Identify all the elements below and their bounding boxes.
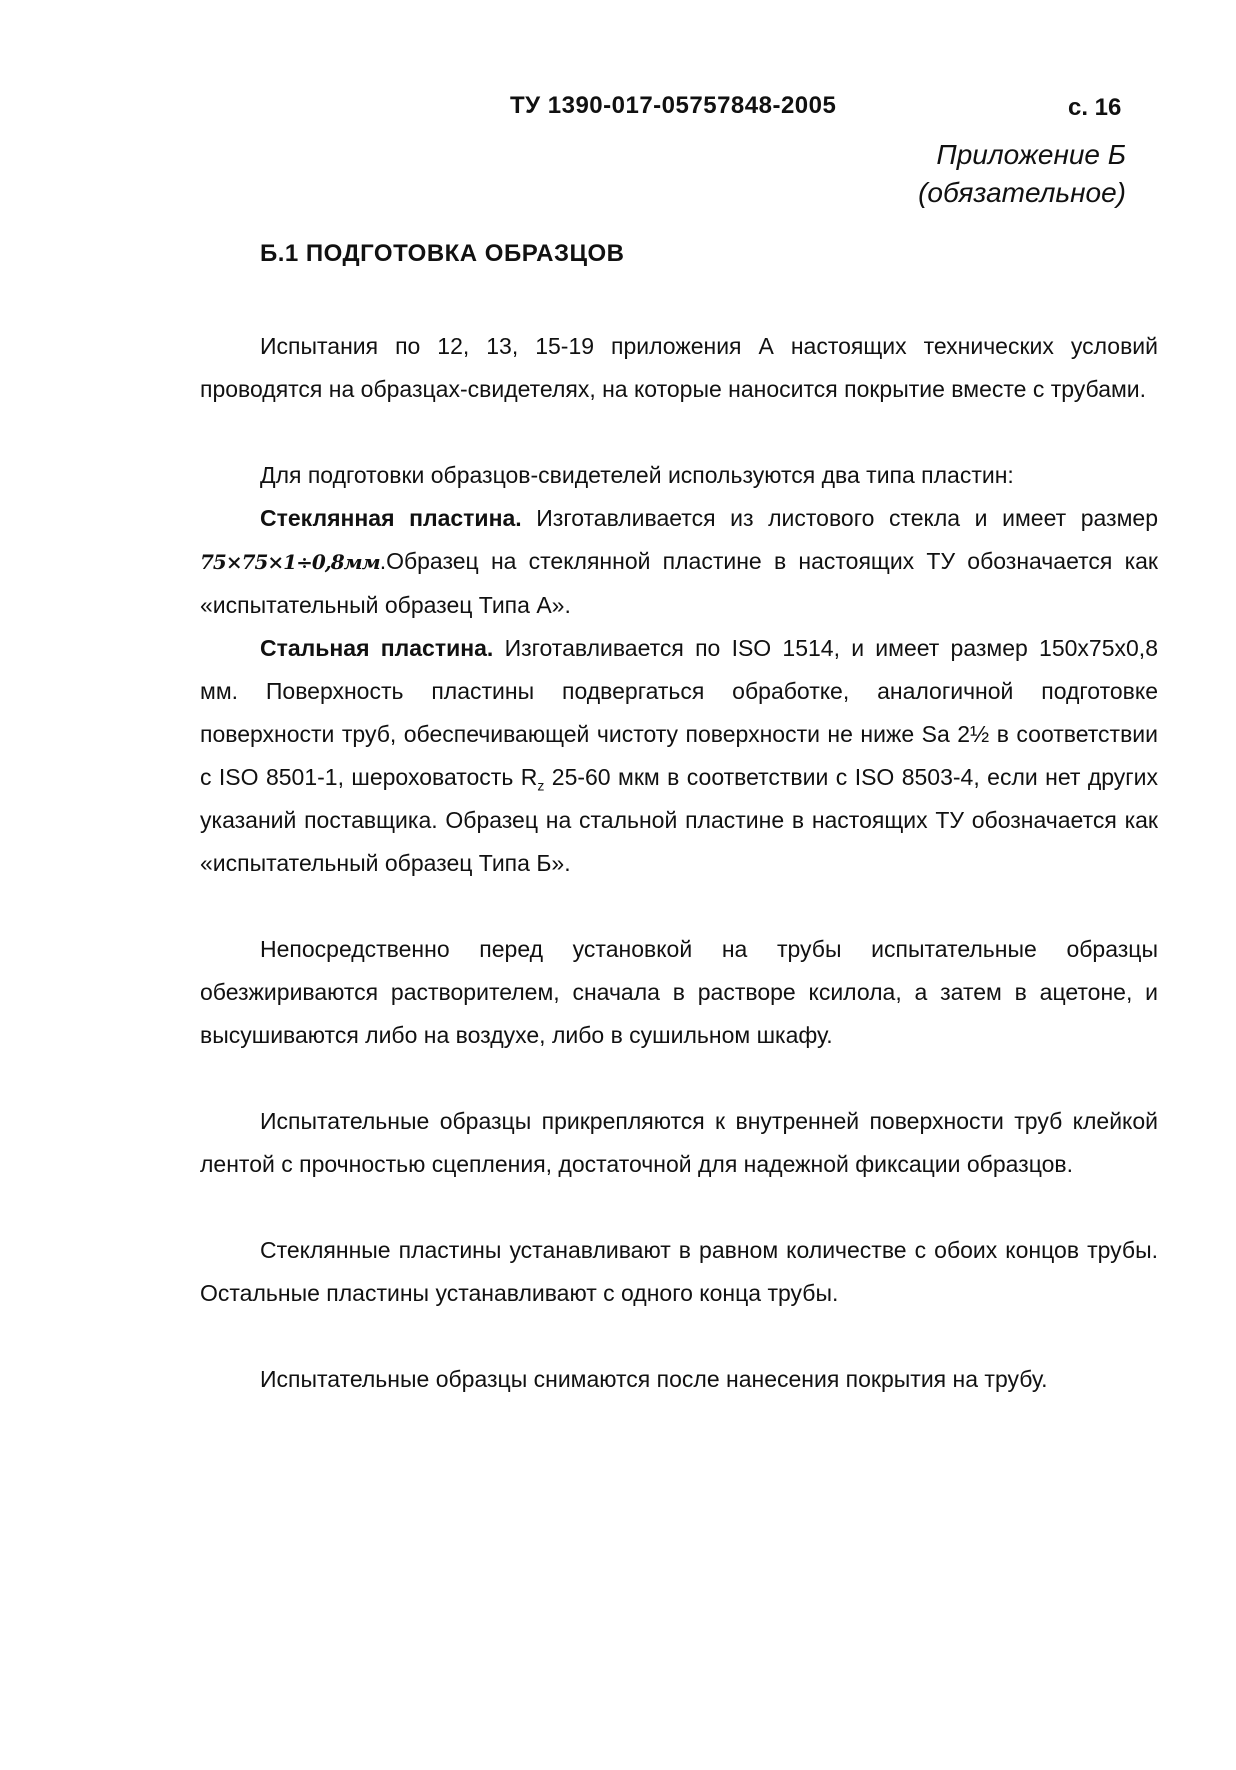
steel-plate-text: Изготавливается по ISO 1514, и имеет размер 150x75x0,8 мм. Поверхность пластины подвергаться обработке, аналогичной подготовке поверхности труб, обеспечивающей чистоту поверхности не ниже Sa 2½ в соответствии с ISO 8501-1, шероховатость R bbox=[200, 635, 1158, 790]
glass-plate-label: Стеклянная пластина. bbox=[260, 505, 522, 531]
paragraph-samples-intro: Испытания по 12, 13, 15-19 приложения А настоящих технических условий проводятся на образцах-свидетелях, на которые наносится покрытие вместе с трубами. bbox=[200, 333, 1158, 402]
paragraph-installation: Стеклянные пластины устанавливают в равном количестве с обоих концов трубы. Остальные пластины устанавливают с одного конца трубы. bbox=[200, 1237, 1158, 1306]
page-number: с. 16 bbox=[1068, 94, 1122, 121]
appendix-heading bbox=[918, 136, 1126, 212]
appendix-title: Приложение Б bbox=[936, 139, 1126, 170]
roughness-subscript: z bbox=[537, 777, 545, 794]
paragraph-degreasing: Непосредственно перед установкой на трубы испытательные образцы обезжириваются растворителем, сначала в растворе ксилола, а затем в ацетоне, и высушиваются либо на воздухе, либо в сушильном шкафу. bbox=[200, 936, 1158, 1048]
paragraph-steel-plate bbox=[200, 627, 1158, 885]
paragraph-removal: Испытательные образцы снимаются после нанесения покрытия на трубу. bbox=[260, 1366, 1048, 1392]
paragraph-attachment: Испытательные образцы прикрепляются к внутренней поверхности труб клейкой лентой с прочностью сцепления, достаточной для надежной фиксации образцов. bbox=[200, 1108, 1158, 1177]
document-code: ТУ 1390-017-05757848-2005 bbox=[510, 92, 837, 119]
document-body bbox=[200, 325, 1158, 1401]
appendix-status: (обязательное) bbox=[918, 177, 1126, 208]
steel-plate-rest: 25-60 мкм в соответствии с ISO 8503-4, если нет других указаний поставщика. Образец на стальной пластине в настоящих ТУ обозначается как «испытательный образец Типа Б». bbox=[200, 764, 1159, 876]
glass-plate-rest: .Образец на стеклянной пластине в настоящих ТУ обозначается как «испытательный образец Типа А». bbox=[200, 548, 1158, 618]
section-title: Б.1 ПОДГОТОВКА ОБРАЗЦОВ bbox=[260, 240, 625, 267]
glass-plate-text: Изготавливается из листового стекла и имеет размер bbox=[521, 505, 1158, 531]
glass-plate-handwritten-size: 75×75×1÷0,8мм bbox=[200, 550, 380, 574]
paragraph-plate-types: Для подготовки образцов-свидетелей используются два типа пластин: bbox=[260, 462, 1014, 488]
steel-plate-label: Стальная пластина. bbox=[260, 635, 494, 661]
paragraph-glass-plate bbox=[200, 497, 1158, 627]
